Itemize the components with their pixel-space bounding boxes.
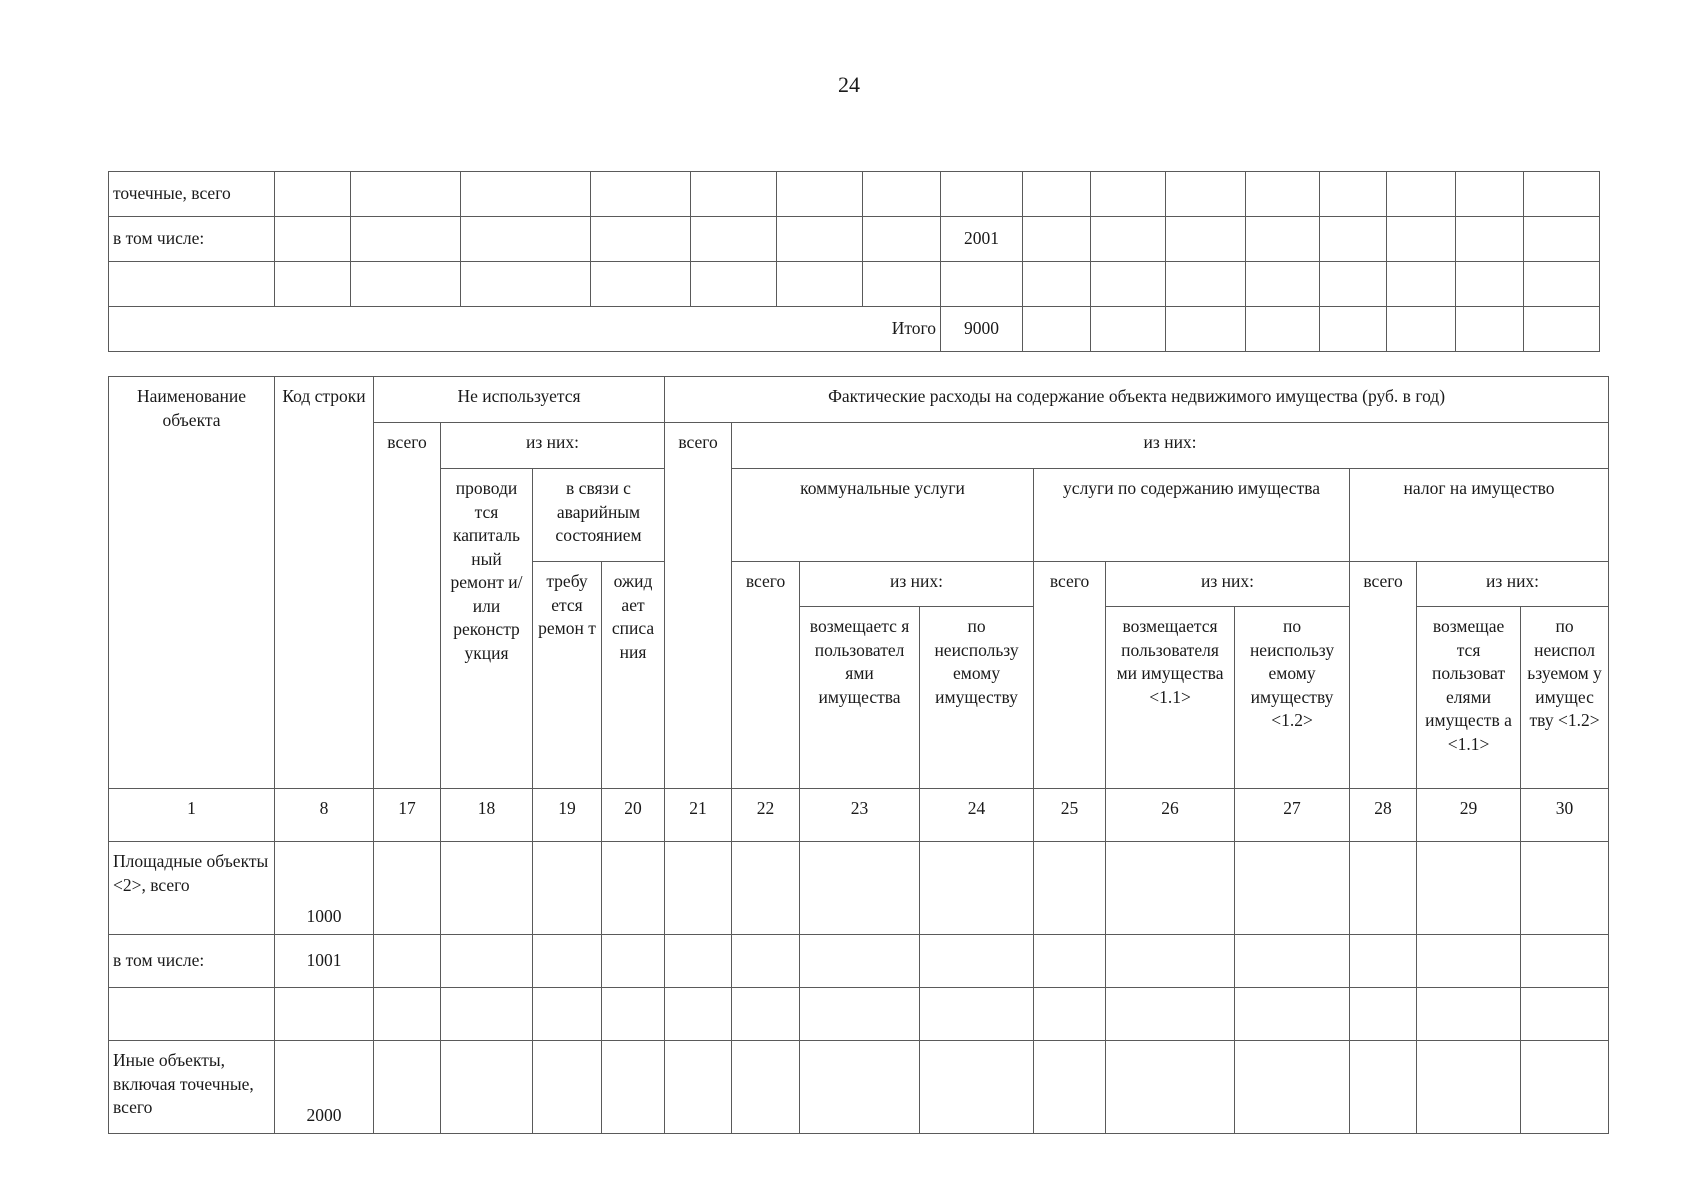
row-code-cell: 2001	[941, 217, 1023, 262]
column-number: 28	[1350, 789, 1417, 842]
table-row	[109, 935, 1609, 988]
row-code-cell: 2000	[275, 1041, 374, 1134]
header-tax-total: всего	[1350, 562, 1417, 789]
header-expenses-of-them: из них:	[732, 423, 1609, 469]
header-maint-unused: по неиспользу емому имуществу <1.2>	[1235, 607, 1350, 789]
header-row	[109, 377, 1609, 423]
row-code-cell: 1001	[275, 935, 374, 988]
row-name-cell: в том числе:	[109, 217, 275, 262]
header-util-unused: по неиспользу емому имуществу	[920, 607, 1034, 789]
header-not-used-total: всего	[374, 423, 441, 789]
header-utilities-total: всего	[732, 562, 800, 789]
column-number: 1	[109, 789, 275, 842]
header-property-tax: налог на имущество	[1350, 469, 1609, 562]
row-name-cell: Площадные объекты <2>, всего	[109, 842, 275, 935]
header-code: Код строки	[275, 377, 374, 789]
column-number: 26	[1106, 789, 1235, 842]
table-row	[109, 842, 1609, 935]
header-maintenance-total: всего	[1034, 562, 1106, 789]
column-number: 29	[1417, 789, 1521, 842]
column-number: 18	[441, 789, 533, 842]
row-code-cell: 1000	[275, 842, 374, 935]
total-code-cell: 9000	[941, 307, 1023, 352]
total-row	[109, 307, 1600, 352]
row-name-cell: точечные, всего	[109, 172, 275, 217]
header-utilities: коммунальные услуги	[732, 469, 1034, 562]
column-number: 21	[665, 789, 732, 842]
column-number: 20	[602, 789, 665, 842]
column-number: 25	[1034, 789, 1106, 842]
row-name-cell	[109, 262, 275, 307]
table-row	[109, 262, 1600, 307]
table-row	[109, 217, 1600, 262]
header-tax-of-them: из них:	[1417, 562, 1609, 607]
column-number: 24	[920, 789, 1034, 842]
column-number: 17	[374, 789, 441, 842]
continuation-table	[108, 171, 1600, 352]
header-tax-unused: по неиспол ьзуемом у имущес тву <1.2>	[1521, 607, 1609, 789]
header-tax-reimbursed: возмещае тся пользоват елями имуществ а <1.1>	[1417, 607, 1521, 789]
row-code-cell	[941, 172, 1023, 217]
column-number: 22	[732, 789, 800, 842]
column-number: 19	[533, 789, 602, 842]
header-utilities-of-them: из них:	[800, 562, 1034, 607]
column-number: 23	[800, 789, 920, 842]
header-name: Наименование объекта	[109, 377, 275, 789]
header-maint-reimbursed: возмещается пользователя ми имущества <1.1>	[1106, 607, 1235, 789]
header-capital-repair: проводи тся капиталь ный ремонт и/или реконстр укция	[441, 469, 533, 789]
row-code-cell	[275, 988, 374, 1041]
row-name-cell: в том числе:	[109, 935, 275, 988]
table-row	[109, 1041, 1609, 1134]
total-label: Итого	[109, 307, 941, 352]
row-name-cell: Иные объекты, включая точечные, всего	[109, 1041, 275, 1134]
table-row	[109, 172, 1600, 217]
header-not-used: Не используется	[374, 377, 665, 423]
header-maintenance-services: услуги по содержанию имущества	[1034, 469, 1350, 562]
header-util-reimbursed: возмещаетс я пользовател ями имущества	[800, 607, 920, 789]
header-expenses-total: всего	[665, 423, 732, 789]
header-awaiting-writeoff: ожид ает списа ния	[602, 562, 665, 789]
header-repair-needed: требу ется ремон т	[533, 562, 602, 789]
page-number: 24	[838, 72, 860, 97]
table-row	[109, 988, 1609, 1041]
header-expenses: Фактические расходы на содержание объекта недвижимого имущества (руб. в год)	[665, 377, 1609, 423]
row-code-cell	[941, 262, 1023, 307]
header-emergency: в связи с аварийным состоянием	[533, 469, 665, 562]
row-name-cell	[109, 988, 275, 1041]
column-number: 8	[275, 789, 374, 842]
expenses-table	[108, 376, 1609, 1134]
column-number: 27	[1235, 789, 1350, 842]
column-number-row	[109, 789, 1609, 842]
header-maintenance-of-them: из них:	[1106, 562, 1350, 607]
header-not-used-of-them: из них:	[441, 423, 665, 469]
column-number: 30	[1521, 789, 1609, 842]
